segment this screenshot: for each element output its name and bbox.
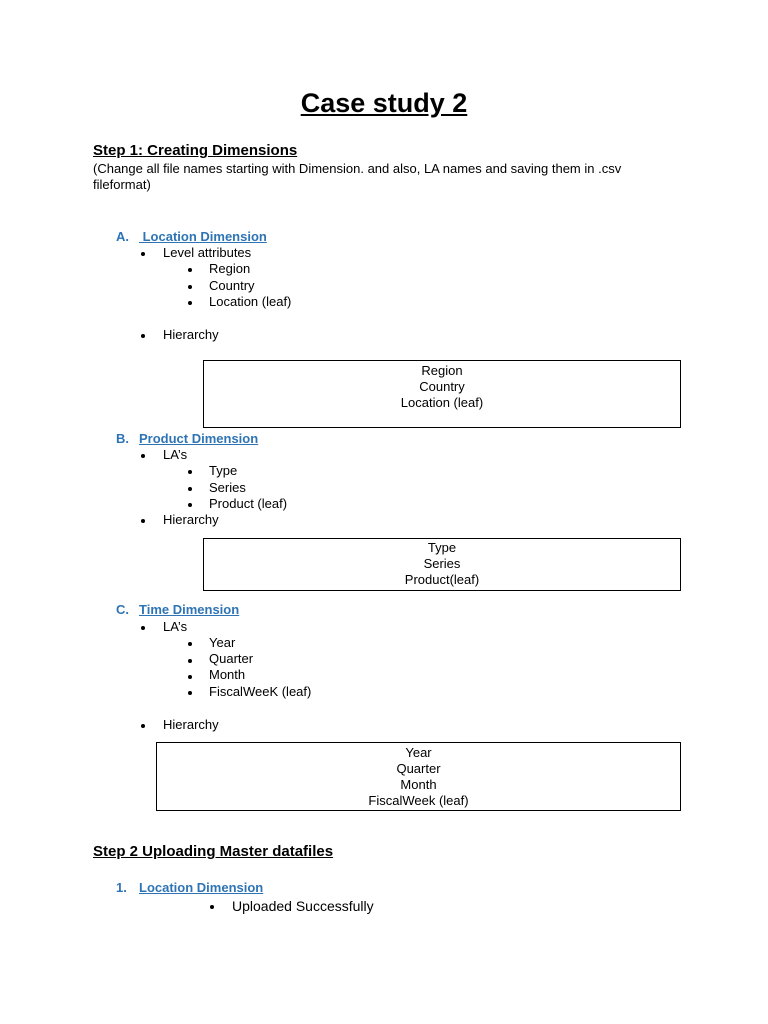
bullet-icon [188,659,192,663]
section-c-attr-item: Year [209,635,236,650]
bullet-icon [141,626,145,630]
bullet-icon [188,470,192,474]
hierarchy-level: Series [423,556,461,571]
section-b-attr-item: Product (leaf) [209,496,288,511]
section-a-letter: A. [116,229,129,244]
hierarchy-level: Country [419,379,465,394]
bullet-icon [141,454,145,458]
hierarchy-level: Region [421,363,463,378]
section-a-attr-item: Location (leaf) [209,294,292,309]
section-c-attr-label: LA’s [163,619,188,634]
step1-note-line2: fileformat) [93,177,151,192]
step2-item-status: Uploaded Successfully [232,898,374,914]
bullet-icon [188,268,192,272]
hierarchy-level: FiscalWeek (leaf) [368,793,469,808]
bullet-icon [188,503,192,507]
section-b-title-link[interactable]: Product Dimension [139,431,259,446]
bullet-icon [188,675,192,679]
section-b-letter: B. [116,431,129,446]
hierarchy-level: Product(leaf) [404,572,480,587]
step2-item-title-link[interactable]: Location Dimension [139,880,264,895]
bullet-icon [188,642,192,646]
hierarchy-level: Month [400,777,437,792]
step1-heading: Step 1: Creating Dimensions [93,142,298,159]
bullet-icon [210,905,214,909]
section-c-hierarchy-label: Hierarchy [163,717,219,732]
bullet-icon [188,487,192,491]
document-title: Case study 2 [300,88,468,118]
section-c-hierarchy-box [156,742,681,811]
bullet-icon [141,724,145,728]
bullet-icon [141,252,145,256]
section-a-hierarchy-box [203,360,681,428]
bullet-icon [188,301,192,305]
section-a-attr-label: Level attributes [163,245,252,260]
section-a-hierarchy-label: Hierarchy [163,327,219,342]
section-b-attr-label: LA’s [163,447,188,462]
step1-note-line1: (Change all file names starting with Dimension. and also, LA names and saving them in .csv [93,161,622,176]
section-c-letter: C. [116,602,129,617]
bullet-icon [188,285,192,289]
section-c-attr-item: FiscalWeeK (leaf) [209,684,312,699]
hierarchy-level: Year [405,745,432,760]
section-b-attr-item: Type [209,463,238,478]
section-c-attr-item: Month [209,667,246,682]
section-a-attr-item: Country [209,278,255,293]
section-a-title-link[interactable]: Location Dimension [139,229,267,244]
bullet-icon [141,519,145,523]
section-a-attr-item: Region [209,261,251,276]
step2-item-number: 1. [116,880,127,895]
section-b-attr-item: Series [209,480,246,495]
section-b-hierarchy-label: Hierarchy [163,512,219,527]
bullet-icon [141,334,145,338]
hierarchy-level: Quarter [396,761,441,776]
section-c-title-link[interactable]: Time Dimension [139,602,240,617]
hierarchy-level: Location (leaf) [400,395,484,410]
section-c-attr-item: Quarter [209,651,254,666]
hierarchy-level: Type [427,540,457,555]
section-b-hierarchy-box [203,538,681,591]
step2-heading: Step 2 Uploading Master datafiles [93,843,334,860]
bullet-icon [188,691,192,695]
